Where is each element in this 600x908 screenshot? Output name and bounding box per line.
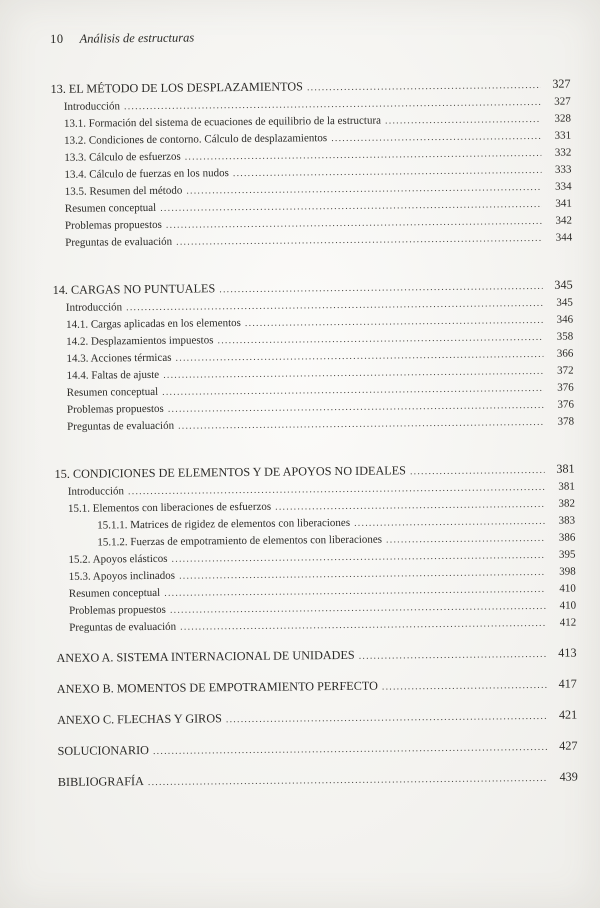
toc-entry-page: 358: [556, 330, 574, 343]
toc-entry-label: Resumen conceptual: [68, 586, 161, 600]
toc-group: [56, 645, 576, 668]
toc-entry-page: 341: [555, 197, 572, 210]
toc-entry-page: 342: [555, 214, 573, 227]
book-title: Análisis de estructuras: [79, 30, 195, 46]
toc-entry-label: 13. EL MÉTODO DE LOS DESPLAZAMIENTOS: [50, 79, 303, 96]
toc-entry-label: 14.1. Cargas aplicadas en los elementos: [66, 317, 241, 331]
toc-entry-label: Resumen conceptual: [64, 201, 157, 215]
toc-entry-page: 383: [558, 514, 576, 527]
toc-entry-label: ANEXO B. MOMENTOS DE EMPOTRAMIENTO PERFECTO: [56, 678, 378, 696]
toc-entry-page: 376: [557, 398, 574, 411]
toc-entry-page: 381: [556, 461, 575, 476]
toc-entry: [57, 676, 577, 699]
dot-leader: [359, 645, 547, 665]
toc-entry-label: Problemas propuestos: [64, 218, 162, 232]
toc-entry: [58, 769, 578, 792]
dot-leader: [382, 676, 547, 696]
toc-group: [57, 707, 577, 730]
dot-leader: [148, 769, 548, 791]
toc-entry-label: Problemas propuestos: [66, 402, 164, 416]
page-content: [50, 27, 578, 792]
dot-leader: [153, 738, 548, 760]
toc-entry-label: ANEXO A. SISTEMA INTERNACIONAL DE UNIDADES: [56, 647, 355, 665]
toc-entry-label: 13.3. Cálculo de esfuerzos: [64, 150, 181, 164]
toc-entry-label: 14. CARGAS NO PUNTUALES: [52, 281, 216, 297]
dot-leader: [354, 513, 545, 532]
dot-leader: [386, 530, 545, 549]
toc-entry: [56, 645, 576, 668]
toc-entry-label: 15.1. Elementos con liberaciones de esfuerzos: [67, 500, 272, 515]
toc-entry-label: Introducción: [65, 301, 123, 314]
toc-entry-label: 13.4. Cálculo de fuerzas en los nudos: [64, 167, 229, 181]
toc-entry-page: 427: [559, 738, 578, 753]
toc-entry-label: 14.3. Acciones térmicas: [66, 351, 172, 365]
dot-leader: [410, 461, 545, 480]
toc-entry-label: Preguntas de evaluación: [67, 419, 175, 433]
toc-group: [57, 676, 577, 699]
toc-entry-page: 410: [559, 582, 576, 595]
toc-entry-page: 327: [552, 76, 571, 91]
toc-entry-page: 381: [558, 480, 575, 493]
toc-entry-page: 421: [558, 707, 578, 722]
toc-group: [51, 76, 573, 252]
toc-entry-label: Preguntas de evaluación: [69, 620, 177, 634]
toc-entry-label: Preguntas de evaluación: [65, 235, 173, 249]
toc-entry-page: 439: [559, 769, 578, 784]
toc-entry-page: 382: [558, 497, 576, 510]
toc-entry-page: 366: [556, 347, 574, 360]
toc-group: [57, 738, 577, 761]
toc-entry-label: 15.1.2. Fuerzas de empotramiento de elementos con liberaciones: [97, 533, 383, 549]
toc-entry-label: Introducción: [63, 100, 121, 113]
toc-entry-label: 15.3. Apoyos inclinados: [68, 569, 176, 583]
dot-leader: [331, 128, 541, 147]
dot-leader: [226, 707, 548, 728]
toc-entry-label: 15.2. Apoyos elásticos: [68, 552, 168, 566]
toc-entry-page: 333: [554, 163, 572, 176]
dot-leader: [385, 111, 541, 130]
toc-entry-page: 345: [554, 277, 573, 292]
toc-entry-page: 331: [554, 129, 572, 142]
toc-entry-page: 386: [558, 531, 576, 544]
toc-entry-page: 410: [559, 599, 577, 612]
toc-entry: [57, 707, 577, 730]
toc-entry-page: 417: [558, 676, 577, 691]
toc-entry-label: ANEXO C. FLECHAS Y GIROS: [57, 711, 222, 727]
toc-group: [55, 461, 577, 637]
toc: [51, 76, 578, 792]
toc-entry-page: 345: [556, 296, 573, 309]
toc-entry-page: 346: [556, 313, 574, 326]
toc-entry-label: 15.1.1. Matrices de rigidez de elementos con liberaciones: [97, 516, 351, 532]
toc-entry-label: 13.1. Formación del sistema de ecuaciones de equilibrio de la estructura: [63, 114, 382, 130]
toc-entry-label: Resumen conceptual: [66, 385, 159, 399]
toc-group: [58, 769, 578, 792]
toc-entry-page: 372: [557, 364, 574, 377]
toc-entry-page: 378: [557, 415, 575, 428]
dot-leader: [180, 615, 546, 636]
toc-entry-label: 13.5. Resumen del método: [64, 184, 183, 198]
toc-entry-label: 14.2. Desplazamientos impuestos: [66, 334, 214, 348]
toc-entry: [57, 738, 577, 761]
toc-entry-page: 412: [559, 616, 577, 629]
toc-entry-page: 334: [555, 180, 572, 193]
toc-entry-page: 376: [557, 381, 574, 394]
running-head: [50, 27, 570, 47]
toc-group: [53, 277, 575, 436]
toc-entry-page: 332: [554, 146, 572, 159]
toc-entry-page: 344: [555, 231, 573, 244]
toc-entry-label: 13.2. Condiciones de contorno. Cálculo de desplazamientos: [64, 132, 328, 147]
dot-leader: [176, 230, 542, 251]
toc-entry-label: Problemas propuestos: [68, 603, 166, 617]
toc-entry-label: SOLUCIONARIO: [57, 743, 150, 758]
toc-entry-page: 395: [558, 548, 576, 561]
toc-entry-page: 327: [554, 95, 571, 108]
dot-leader: [178, 414, 544, 435]
toc-entry-label: 14.4. Faltas de ajuste: [66, 368, 160, 382]
toc-entry-label: Introducción: [67, 485, 125, 498]
page-number: 10: [50, 31, 64, 46]
toc-entry-page: 328: [554, 112, 571, 125]
toc-entry-label: 15. CONDICIONES DE ELEMENTOS Y DE APOYOS NO IDEALES: [54, 463, 406, 481]
toc-entry-page: 413: [558, 645, 577, 660]
toc-entry-label: BIBLIOGRAFÍA: [57, 774, 144, 789]
toc-entry-page: 398: [559, 565, 576, 578]
